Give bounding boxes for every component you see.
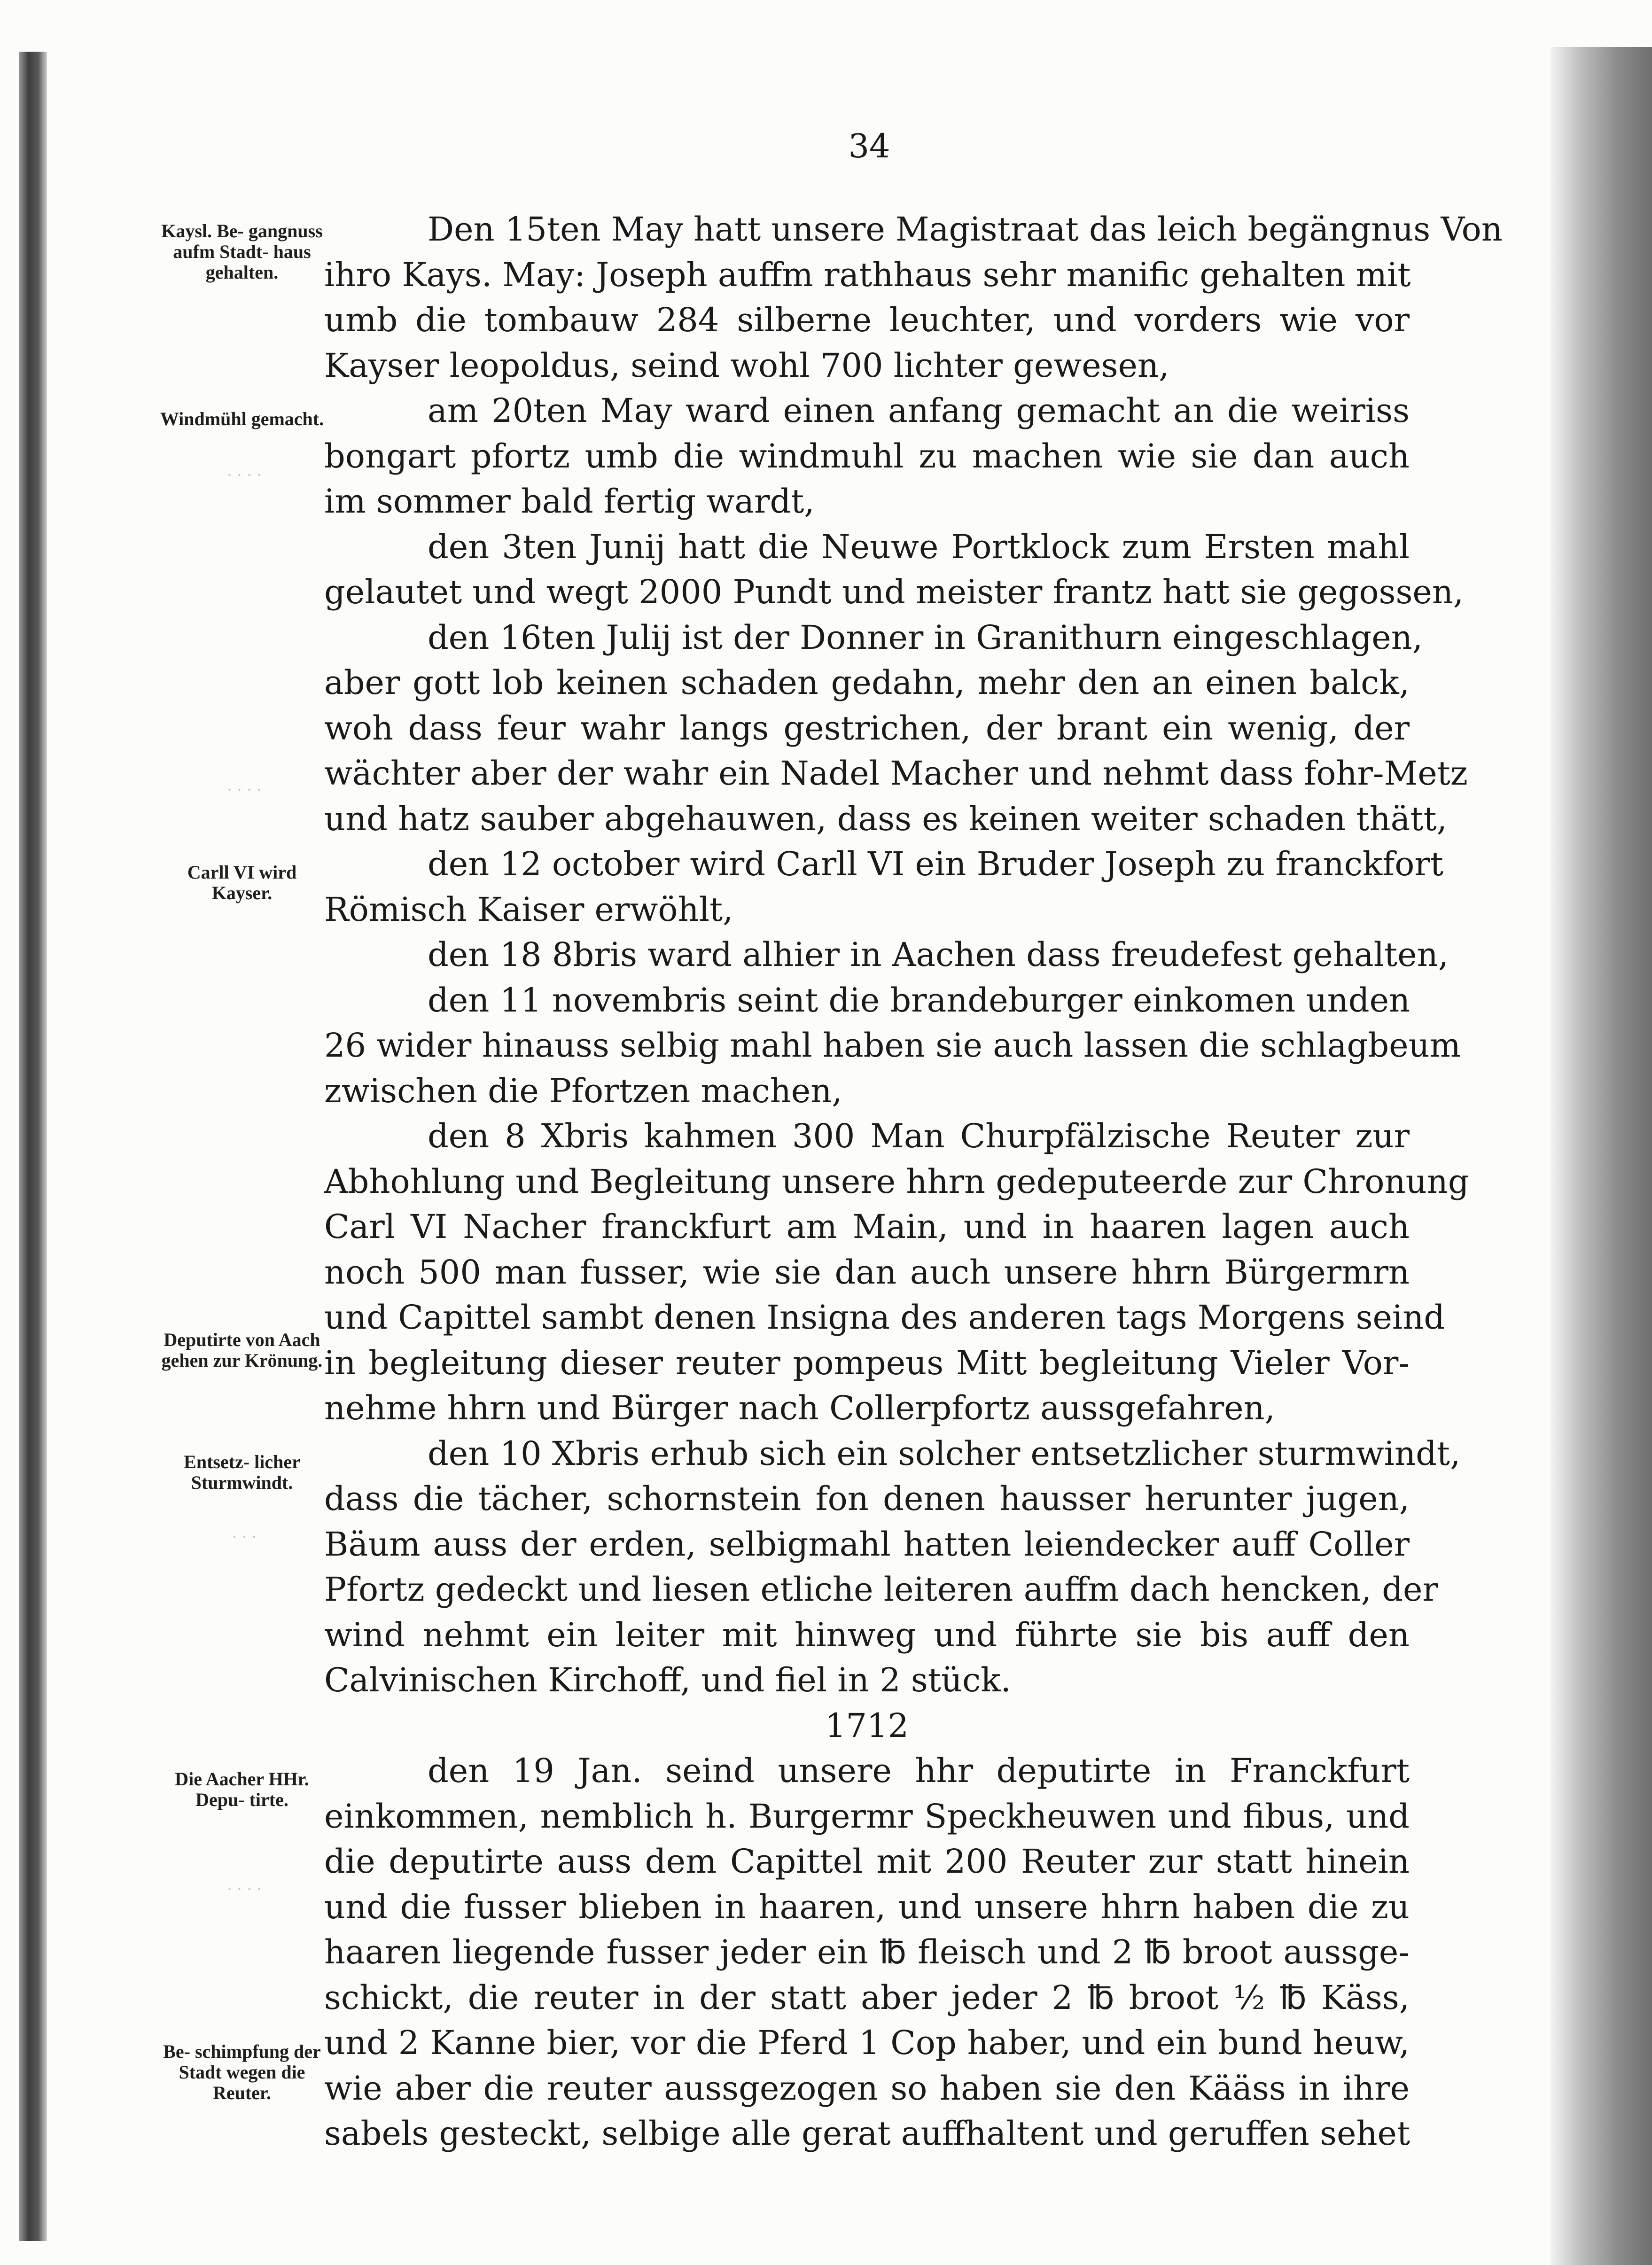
bleed-through-mark: · · · ·: [226, 780, 262, 799]
text-line: Carl VI Nacher franckfurt am Main, und in haaren lagen auch: [324, 1207, 1410, 1246]
text-line: sabels gesteckt, selbige alle gerat auffhaltent und geruffen sehet: [324, 2114, 1410, 2153]
text-line: einkommen, nemblich h. Burgermr Speckheuwen und fibus, und: [324, 1797, 1410, 1836]
text-line: Calvinischen Kirchoff, und fiel in 2 stück.: [324, 1661, 1011, 1699]
text-line: woh dass feur wahr langs gestrichen, der brant ein wenig, der: [324, 708, 1410, 747]
text-line: am 20ten May ward einen anfang gemacht an die weiriss: [428, 391, 1410, 430]
text-line: den 3ten Junij hatt die Neuwe Portklock zum Ersten mahl: [428, 527, 1410, 566]
text-line: zwischen die Pfortzen machen,: [324, 1071, 842, 1110]
text-line: aber gott lob keinen schaden gedahn, mehr den an einen balck,: [324, 663, 1410, 702]
margin-note-kaysl: Kaysl. Be- gangnuss aufm Stadt- haus gehalten.: [161, 220, 323, 283]
bleed-through-mark: · · · ·: [226, 466, 262, 484]
text-line: und hatz sauber abgehauwen, dass es keinen weiter schaden thätt,: [324, 799, 1447, 838]
scan-edge-left: [19, 52, 47, 2241]
scan-edge-right: [1551, 47, 1652, 2265]
text-line: Abhohlung und Begleitung unsere hhrn gedeputeerde zur Chronung: [324, 1162, 1469, 1201]
text-line: Römisch Kaiser erwöhlt,: [324, 890, 733, 929]
bleed-through-mark: · · ·: [232, 1527, 257, 1546]
text-line: bongart pfortz umb die windmuhl zu machen wie sie dan auch: [324, 436, 1410, 475]
text-line: noch 500 man fusser, wie sie dan auch unsere hhrn Bürgermrn: [324, 1253, 1410, 1292]
body-text: [324, 207, 1503, 2156]
text-line: haaren liegende fusser jeder ein ℔ fleisch und 2 ℔ broot aussge-: [324, 1933, 1410, 1971]
text-line: im sommer bald fertig wardt,: [324, 482, 815, 521]
text-line: wie aber die reuter aussgezogen so haben sie den Kääss in ihre: [324, 2069, 1410, 2108]
text-line: nehme hhrn und Bürger nach Collerpfortz aussgefahren,: [324, 1389, 1275, 1427]
margin-note-beschimpfung: Be- schimpfung der Stadt wegen die Reuter.: [163, 2041, 321, 2103]
text-line: Bäum auss der erden, selbigmahl hatten leiendecker auff Coller: [324, 1525, 1410, 1564]
text-line: wind nehmt ein leiter mit hinweg und führte sie bis auff den: [324, 1615, 1410, 1654]
text-line: und Capittel sambt denen Insigna des anderen tags Morgens seind: [324, 1298, 1445, 1337]
text-line: schickt, die reuter in der statt aber jeder 2 ℔ broot ½ ℔ Käss,: [324, 1978, 1410, 2017]
margin-note-deputirte: Deputirte von Aach gehen zur Krönung.: [161, 1329, 323, 1371]
text-line: dass die tächer, schornstein fon denen hausser herunter jugen,: [324, 1479, 1410, 1518]
text-line: den 16ten Julij ist der Donner in Granithurn eingeschlagen,: [428, 618, 1423, 657]
text-line: den 18 8bris ward alhier in Aachen dass freudefest gehalten,: [428, 935, 1449, 974]
text-line: Kayser leopoldus, seind wohl 700 lichter gewesen,: [324, 346, 1169, 385]
text-line: 26 wider hinauss selbig mahl haben sie auch lassen die schlagbeum: [324, 1026, 1461, 1065]
text-line: in begleitung dieser reuter pompeus Mitt begleitung Vieler Vor-: [324, 1343, 1410, 1382]
margin-note-sturmwindt: Entsetz- licher Sturmwindt.: [184, 1451, 300, 1493]
text-line: Pfortz gedeckt und liesen etliche leiteren auffm dach hencken, der: [324, 1570, 1438, 1609]
text-line: den 11 novembris seint die brandeburger einkomen unden: [428, 981, 1410, 1020]
margin-note-windmuhl: Windmühl gemacht.: [160, 408, 324, 429]
text-line: und die fusser blieben in haaren, und unsere hhrn haben die zu: [324, 1887, 1410, 1926]
year-heading: 1712: [825, 1706, 909, 1745]
text-line: den 19 Jan. seind unsere hhr deputirte in Franckfurt: [428, 1751, 1410, 1790]
text-line: Den 15ten May hatt unsere Magistraat das leich begängnus Von: [428, 210, 1503, 249]
text-line: wächter aber der wahr ein Nadel Macher und nehmt dass fohr-Metz: [324, 754, 1468, 793]
text-line: den 10 Xbris erhub sich ein solcher entsetzlicher sturmwindt,: [428, 1434, 1461, 1473]
text-line: umb die tombauw 284 silberne leuchter, und vorders wie vor: [324, 301, 1410, 339]
margin-note-carll: Carll VI wird Kayser.: [187, 862, 297, 903]
text-line: und 2 Kanne bier, vor die Pferd 1 Cop haber, und ein bund heuw,: [324, 2024, 1410, 2062]
bleed-through-mark: · · · ·: [226, 1880, 262, 1899]
text-line: den 12 october wird Carll VI ein Bruder Joseph zu franckfort: [428, 845, 1443, 883]
text-line: den 8 Xbris kahmen 300 Man Churpfälzische Reuter zur: [428, 1117, 1410, 1155]
text-line: gelautet und wegt 2000 Pundt und meister frantz hatt sie gegossen,: [324, 573, 1464, 611]
text-line: ihro Kays. May: Joseph auffm rathhaus sehr manific gehalten mit: [324, 255, 1411, 294]
margin-note-aacher-hhr: Die Aacher HHr. Depu- tirte.: [175, 1768, 309, 1810]
page-number: 34: [848, 127, 890, 165]
text-line: die deputirte auss dem Capittel mit 200 Reuter zur statt hinein: [324, 1842, 1410, 1881]
